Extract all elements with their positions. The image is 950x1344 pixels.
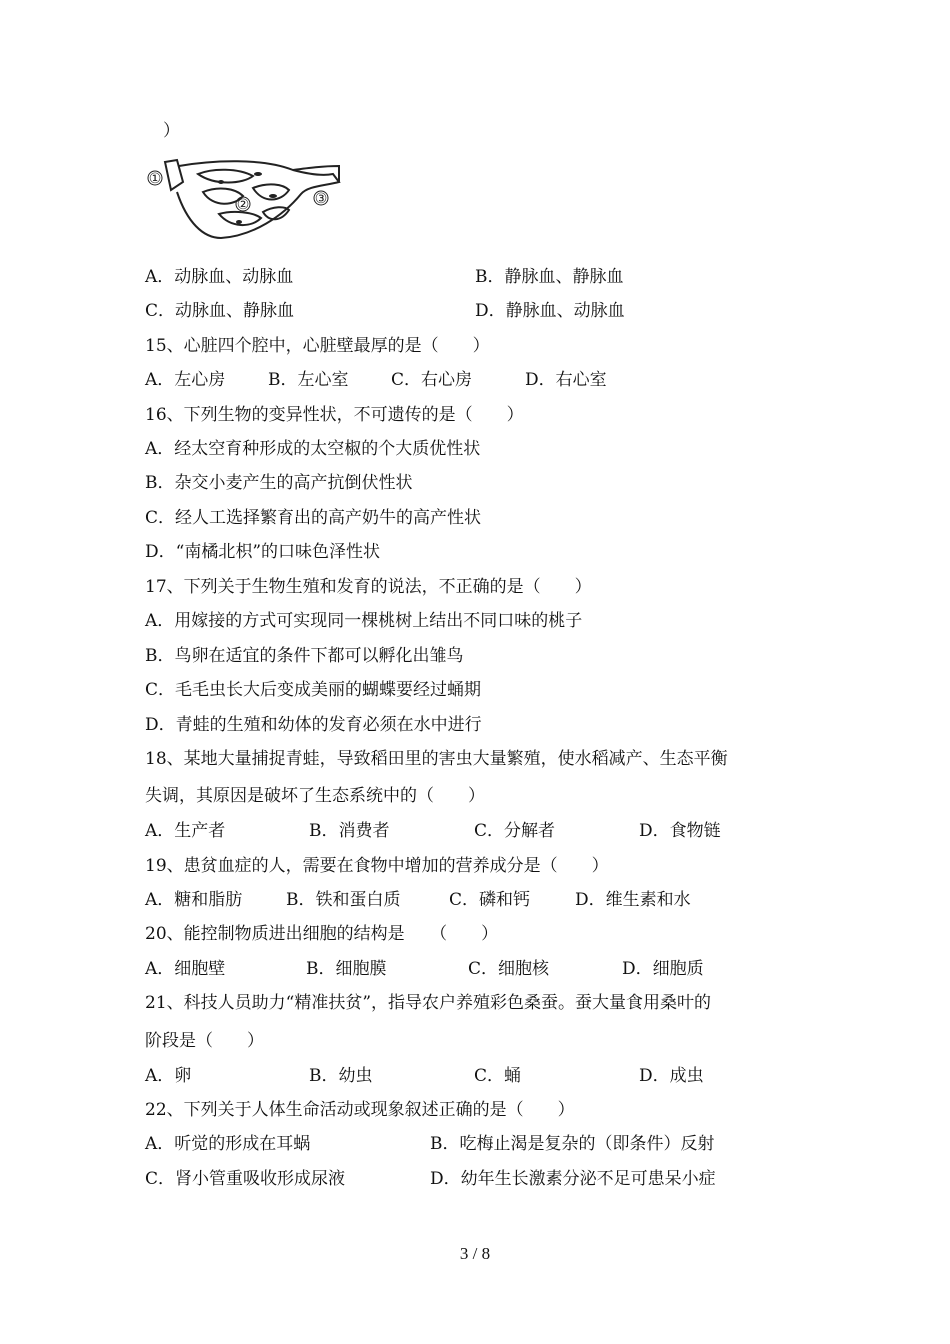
q22-option-d: D．幼年生长激素分泌不足可患呆小症	[430, 1169, 716, 1189]
q19-option-d: D．维生素和水	[575, 890, 691, 910]
q20-stem: 20、能控制物质进出细胞的结构是 （ ）	[145, 924, 499, 944]
q18-option-b: B．消费者	[309, 821, 390, 841]
q21-option-d: D．成虫	[639, 1066, 704, 1086]
q21-option-c: C．蛹	[474, 1066, 522, 1086]
q20-option-a: A．细胞壁	[145, 959, 226, 979]
q17-option-a: A．用嫁接的方式可实现同一棵桃树上结出不同口味的桃子	[145, 611, 583, 631]
q20-options	[145, 958, 825, 980]
q20-option-b: B．细胞膜	[306, 959, 387, 979]
q15-option-d: D．右心室	[525, 370, 607, 390]
q16-option-b: B．杂交小麦产生的高产抗倒伏性状	[145, 473, 413, 493]
q19-option-c: C．磷和钙	[449, 890, 531, 910]
q17-option-c: C．毛毛虫长大后变成美丽的蝴蝶要经过蛹期	[145, 680, 482, 700]
q15-option-b: B．左心室	[268, 370, 349, 390]
q14-options-row2	[145, 300, 825, 322]
q15-options	[145, 369, 825, 391]
stem-closing-paren: ）	[163, 121, 180, 141]
q22-stem: 22、下列关于人体生命活动或现象叙述正确的是（ ）	[145, 1100, 575, 1120]
q14-options-row1	[145, 266, 825, 288]
q15-stem: 15、心脏四个腔中，心脏壁最厚的是（ ）	[145, 336, 490, 356]
q22-option-a: A．听觉的形成在耳蜗	[145, 1134, 311, 1154]
q19-option-a: A．糖和脂肪	[145, 890, 243, 910]
q22-option-b: B．吃梅止渴是复杂的（即条件）反射	[430, 1134, 715, 1154]
q14-option-b: B．静脉血、静脉血	[475, 267, 624, 287]
q17-option-d: D．青蛙的生殖和幼体的发育必须在水中进行	[145, 715, 482, 735]
blood-vessel-diagram	[143, 152, 348, 244]
q18-option-c: C．分解者	[474, 821, 556, 841]
q21-option-b: B．幼虫	[309, 1066, 373, 1086]
vessel-1-shape	[165, 160, 183, 190]
q19-options	[145, 889, 825, 911]
q18-option-a: A．生产者	[145, 821, 226, 841]
q18-stem-line1: 18、某地大量捕捉青蛙，导致稻田里的害虫大量繁殖，使水稻减产、生态平衡	[145, 749, 728, 769]
q15-option-c: C．右心房	[391, 370, 473, 390]
q21-stem-line1: 21、科技人员助力“精准扶贫”，指导农户养殖彩色桑蚕。蚕大量食用桑叶的	[145, 993, 712, 1013]
q20-option-d: D．细胞质	[622, 959, 704, 979]
q16-option-c: C．经人工选择繁育出的高产奶牛的高产性状	[145, 508, 482, 528]
q16-option-a: A．经太空育种形成的太空椒的个大质优性状	[145, 439, 481, 459]
q18-option-d: D．食物链	[639, 821, 721, 841]
q20-option-c: C．细胞核	[468, 959, 550, 979]
q15-option-a: A．左心房	[145, 370, 226, 390]
q21-options	[145, 1065, 825, 1087]
q14-option-c: C．动脉血、静脉血	[145, 301, 295, 321]
q14-option-d: D．静脉血、动脉血	[475, 301, 625, 321]
q19-stem: 19、患贫血症的人，需要在食物中增加的营养成分是（ ）	[145, 856, 609, 876]
q19-option-b: B．铁和蛋白质	[286, 890, 401, 910]
q17-option-b: B．鸟卵在适宜的条件下都可以孵化出雏鸟	[145, 646, 464, 666]
q18-stem-line2: 失调，其原因是破坏了生态系统中的（ ）	[145, 786, 485, 806]
q22-options-row2	[145, 1168, 825, 1190]
q18-options	[145, 820, 825, 842]
q21-stem-line2: 阶段是（ ）	[145, 1031, 264, 1051]
q17-stem: 17、下列关于生物生殖和发育的说法，不正确的是（ ）	[145, 577, 592, 597]
q21-option-a: A．卵	[145, 1066, 192, 1086]
page-number: 3 / 8	[459, 1244, 491, 1263]
q16-option-d: D．“南橘北枳”的口味色泽性状	[145, 542, 381, 562]
q14-option-a: A．动脉血、动脉血	[145, 267, 294, 287]
label-1: ①	[148, 171, 162, 187]
q16-stem: 16、下列生物的变异性状，不可遗传的是（ ）	[145, 405, 524, 425]
label-3: ③	[314, 191, 328, 207]
label-2: ②	[236, 197, 250, 213]
q22-options-row1	[145, 1133, 825, 1155]
q22-option-c: C．肾小管重吸收形成尿液	[145, 1169, 346, 1189]
